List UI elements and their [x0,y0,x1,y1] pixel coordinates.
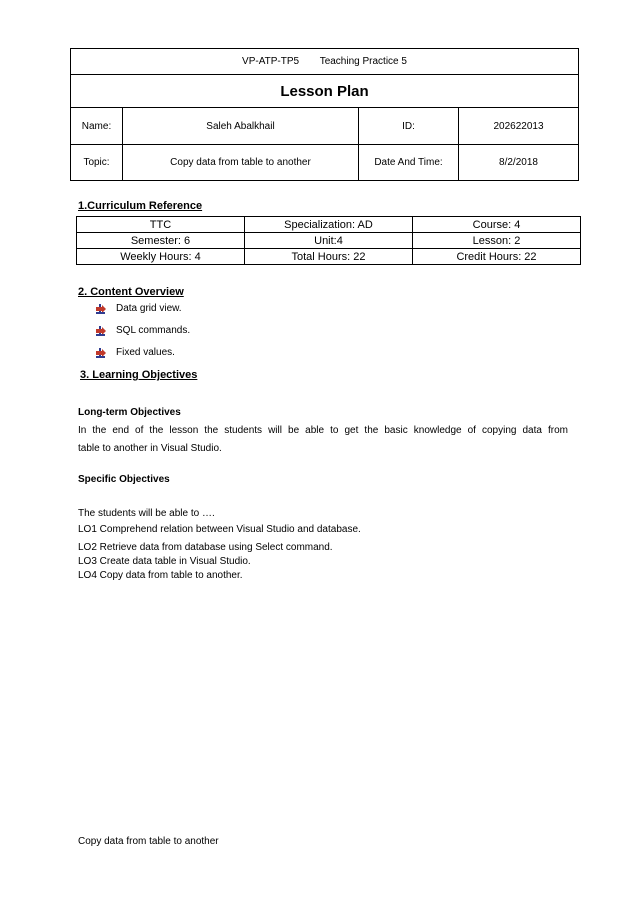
date-value: 8/2/2018 [459,145,579,181]
table-cell: Lesson: 2 [413,233,581,249]
table-cell: TTC [77,217,245,233]
topic-value: Copy data from table to another [123,145,359,181]
course-code: VP-ATP-TP5 [242,56,300,67]
specific-heading: Specific Objectives [78,474,170,485]
long-term-heading: Long-term Objectives [78,407,181,418]
topic-label: Topic: [71,145,123,181]
long-term-text-line1: In the end of the lesson the students will be able to get the basic knowledge of copying data from [78,425,568,436]
table-cell: Weekly Hours: 4 [77,249,245,265]
table-cell: Total Hours: 22 [245,249,413,265]
practice-title: Teaching Practice 5 [319,56,407,67]
table-cell: Unit:4 [245,233,413,249]
content-list [96,302,190,368]
course-code-cell [71,49,579,75]
objective-lo4: LO4 Copy data from table to another. [78,570,243,581]
list-item [96,324,190,346]
id-label: ID: [359,108,459,145]
date-label: Date And Time: [359,145,459,181]
header-table [70,48,579,181]
objective-lo3: LO3 Create data table in Visual Studio. [78,556,251,567]
list-item [96,302,190,324]
table-cell: Credit Hours: 22 [413,249,581,265]
name-value: Saleh Abalkhail [123,108,359,145]
objective-lo1: LO1 Comprehend relation between Visual Studio and database. [78,524,361,535]
table-row [77,249,581,265]
long-term-text-line2: table to another in Visual Studio. [78,443,222,454]
objective-lo2: LO2 Retrieve data from database using Select command. [78,542,333,553]
table-cell: Course: 4 [413,217,581,233]
name-label: Name: [71,108,123,145]
list-item-label: Fixed values. [116,347,175,358]
curriculum-table [76,216,581,265]
table-row [77,217,581,233]
table-cell: Specialization: AD [245,217,413,233]
objectives-heading: 3. Learning Objectives [80,369,198,381]
list-item-label: SQL commands. [116,325,191,336]
content-heading: 2. Content Overview [78,286,184,298]
specific-intro: The students will be able to …. [78,508,215,519]
table-row [77,233,581,249]
list-item-label: Data grid view. [116,303,182,314]
page-footer: Copy data from table to another [78,836,219,847]
page-title: Lesson Plan [71,75,579,108]
list-item [96,346,190,368]
curriculum-heading: 1.Curriculum Reference [78,200,203,212]
arrow-bullet-icon [96,326,106,336]
id-value: 202622013 [459,108,579,145]
arrow-bullet-icon [96,304,106,314]
arrow-bullet-icon [96,348,106,358]
table-cell: Semester: 6 [77,233,245,249]
